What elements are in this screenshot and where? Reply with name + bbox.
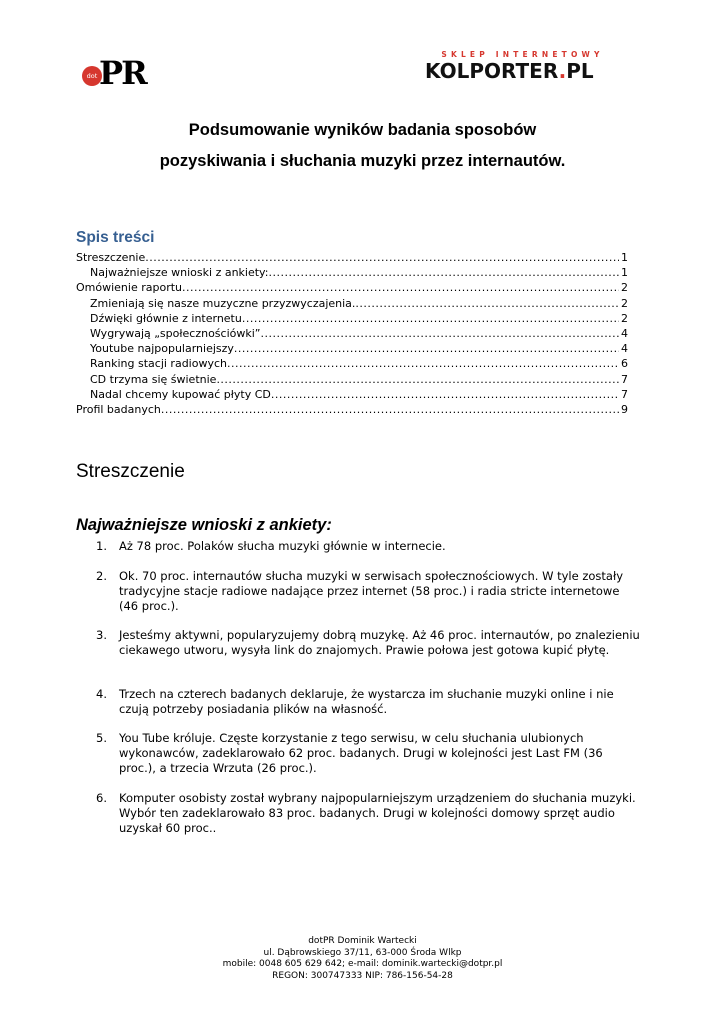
dotpr-logo	[82, 56, 146, 90]
toc-leader	[260, 326, 619, 341]
toc-entry-label: Zmieniają się nasze muzyczne przyzwyczajenia.	[90, 296, 356, 310]
list-item	[96, 569, 641, 614]
toc-entry-page: 2	[621, 281, 628, 295]
toc-entry-label: Youtube najpopularniejszy	[90, 342, 234, 356]
dotpr-logo-text: PR	[99, 54, 146, 92]
document-title-line-1: Podsumowanie wyników badania sposobów	[188, 121, 537, 139]
toc-entry[interactable]	[76, 265, 628, 280]
list-item	[96, 687, 641, 717]
toc-entry-page: 4	[621, 326, 628, 340]
kolporter-brand-tld: PL	[566, 59, 594, 83]
toc-entry[interactable]	[76, 402, 628, 417]
toc-entry-label: Najważniejsze wnioski z ankiety:	[90, 266, 269, 280]
toc-entry[interactable]	[76, 341, 628, 356]
list-item-number: 4.	[96, 687, 107, 701]
toc-entry-page: 1	[621, 251, 628, 264]
list-item-text: Ok. 70 proc. internautów słucha muzyki w serwisach społecznościowych. W tyle zostały tradycyjne stacje radiowe nadające przez internet (58 proc.) i radia stricte internetowe (46 proc.).	[119, 569, 624, 613]
toc-leader	[145, 250, 619, 265]
toc-entry-page: 2	[621, 311, 628, 325]
list-item-text: Komputer osobisty został wybrany najpopularniejszym urządzeniem do słuchania muzyki. Wybór ten zadeklarowało 83 proc. badanych. Drugi w kolejności domowy sprzęt audio uzyskał 60 proc..	[119, 791, 636, 835]
toc-entry-label: Dźwięki głównie z internetu	[90, 311, 242, 325]
list-item	[96, 539, 641, 554]
toc-leader	[216, 372, 619, 387]
toc-entry-label: Nadal chcemy kupować płyty CD	[90, 387, 271, 401]
toc-entry-page: 1	[621, 266, 628, 280]
toc-leader	[234, 341, 619, 356]
toc-heading: Spis treści	[76, 229, 155, 246]
list-item-text: Jesteśmy aktywni, popularyzujemy dobrą muzykę. Aż 46 proc. internautów, po znalezieniu ciekawego utworu, wysyła link do znajomych. Prawie połowa jest gotowa kupić płytę.	[119, 628, 640, 657]
toc-leader	[227, 356, 619, 371]
toc-entry-label: Streszczenie	[76, 251, 146, 264]
list-item	[96, 731, 641, 776]
list-item-text: You Tube króluje. Częste korzystanie z tego serwisu, w celu słuchania ulubionych wykonawców, zadeklarowało 62 proc. badanych. Drugi w kolejności jest Last FM (36 proc.), a trzecia Wrzuta (26 proc.).	[119, 731, 603, 775]
table-of-contents	[76, 250, 628, 417]
toc-entry[interactable]	[76, 372, 628, 387]
toc-entry-page: 4	[621, 342, 628, 356]
subsection-heading: Najważniejsze wnioski z ankiety:	[76, 516, 332, 534]
list-item	[96, 791, 641, 836]
list-item-number: 6.	[96, 791, 107, 805]
page-footer	[0, 936, 725, 982]
toc-entry-page: 9	[621, 402, 628, 416]
footer-registration: REGON: 300747333 NIP: 786-156-54-28	[272, 970, 453, 981]
footer-company: dotPR Dominik Wartecki	[308, 936, 417, 946]
toc-entry[interactable]	[76, 387, 628, 402]
kolporter-brand	[425, 60, 620, 82]
toc-entry-page: 7	[621, 387, 628, 401]
toc-entry-label: Omówienie raportu	[76, 281, 182, 295]
section-heading: Streszczenie	[76, 461, 185, 482]
toc-entry-label: Wygrywają „społecznościówki”	[90, 326, 261, 340]
toc-entry[interactable]	[76, 311, 628, 326]
document-title-line-2: pozyskiwania i słuchania muzyki przez internautów.	[159, 152, 566, 170]
toc-entry[interactable]	[76, 356, 628, 371]
toc-leader	[355, 296, 619, 311]
kolporter-tagline: SKLEP INTERNETOWY	[441, 50, 604, 59]
toc-leader	[161, 402, 619, 417]
dotpr-logo-badge: dot	[82, 66, 102, 86]
list-item-text: Trzech na czterech badanych deklaruje, że wystarcza im słuchanie muzyki online i nie czują potrzeby posiadania plików na własność.	[119, 687, 614, 716]
list-item-number: 2.	[96, 569, 107, 583]
toc-entry-page: 7	[621, 372, 628, 386]
toc-leader	[271, 387, 619, 402]
toc-entry[interactable]	[76, 326, 628, 341]
toc-entry-page: 6	[621, 357, 628, 371]
kolporter-brand-dot: .	[558, 59, 567, 83]
toc-entry[interactable]	[76, 280, 628, 295]
toc-leader	[182, 280, 619, 295]
toc-entry-label: CD trzyma się świetnie	[90, 372, 217, 386]
list-item-number: 3.	[96, 628, 107, 642]
footer-contact: mobile: 0048 605 629 642; e-mail: dominik.wartecki@dotpr.pl	[222, 959, 503, 969]
toc-entry[interactable]	[76, 250, 628, 265]
toc-leader	[242, 311, 619, 326]
toc-entry-label: Ranking stacji radiowych	[90, 357, 227, 371]
footer-address: ul. Dąbrowskiego 37/11, 63-000 Środa Wlkp	[263, 947, 462, 958]
list-item-text: Aż 78 proc. Polaków słucha muzyki głównie w internecie.	[119, 539, 446, 553]
list-item-number: 1.	[96, 539, 107, 553]
toc-entry[interactable]	[76, 296, 628, 311]
kolporter-logo	[425, 50, 620, 82]
list-item-number: 5.	[96, 731, 107, 745]
toc-leader	[268, 265, 619, 280]
toc-entry-page: 2	[621, 296, 628, 310]
toc-entry-label: Profil badanych	[76, 402, 161, 416]
list-item	[96, 628, 641, 658]
kolporter-brand-main: KOLPORTER	[425, 59, 559, 83]
